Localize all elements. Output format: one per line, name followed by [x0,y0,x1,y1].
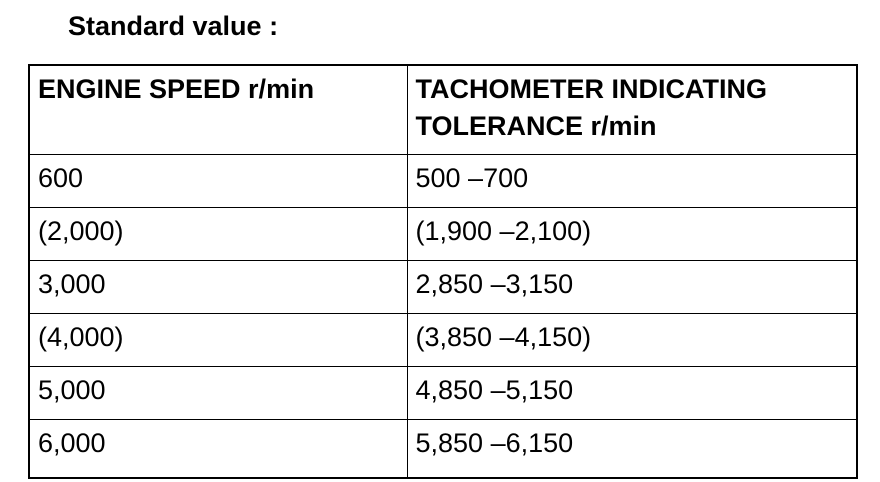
engine-speed-cell: 5,000 [29,367,407,420]
tolerance-cell: 4,850 –5,150 [407,367,857,420]
table-row [29,367,857,420]
header-line: TACHOMETER INDICATING [415,74,767,104]
tolerance-cell: (1,900 –2,100) [407,208,857,261]
tolerance-cell: 5,850 –6,150 [407,420,857,479]
engine-speed-cell: 6,000 [29,420,407,479]
engine-speed-cell: 600 [29,155,407,208]
tolerance-cell: 500 –700 [407,155,857,208]
engine-speed-cell: 3,000 [29,261,407,314]
table-row [29,420,857,479]
tolerance-cell: (3,850 –4,150) [407,314,857,367]
engine-speed-header [29,65,407,155]
header-line: ENGINE SPEED r/min [38,74,315,104]
section-title: Standard value : [68,11,279,41]
engine-speed-cell: (2,000) [29,208,407,261]
table-row [29,208,857,261]
standard-value-table [28,64,858,479]
header-line: TOLERANCE r/min [415,111,657,141]
tolerance-cell: 2,850 –3,150 [407,261,857,314]
tachometer-tolerance-header [407,65,857,155]
table-header-row [29,65,857,155]
table-row [29,314,857,367]
engine-speed-cell: (4,000) [29,314,407,367]
table-row [29,155,857,208]
table-row [29,261,857,314]
